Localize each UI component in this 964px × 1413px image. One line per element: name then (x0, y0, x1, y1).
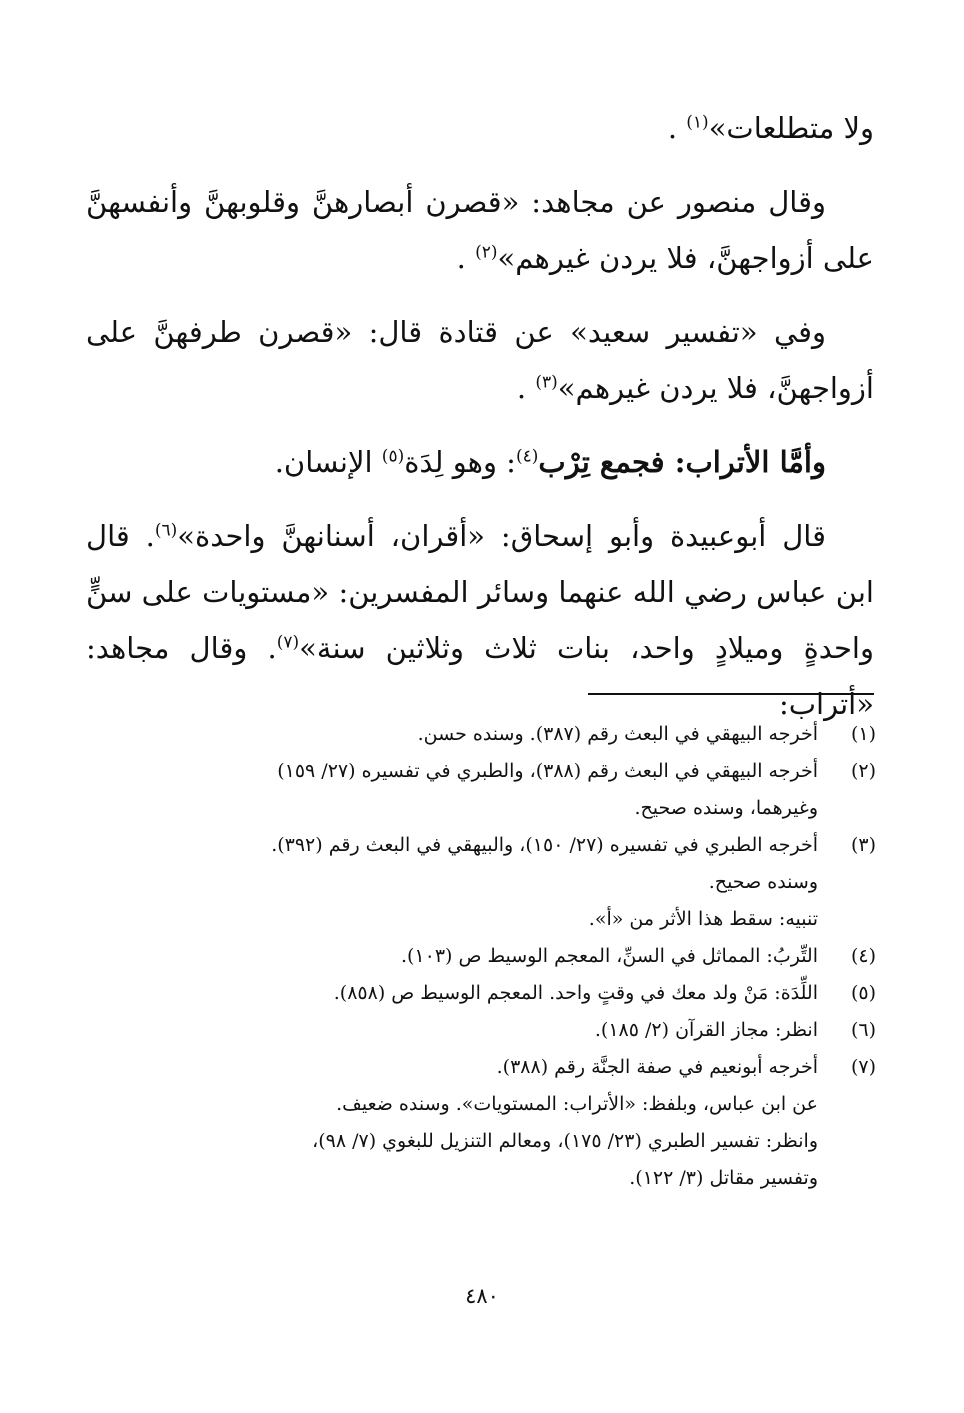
footnote-line: أخرجه البيهقي في البعث رقم (٣٨٨)، والطبري في تفسيره (٢٧/ ١٥٩) (277, 760, 818, 782)
footnote-1 (86, 716, 876, 753)
paragraph-5-text-a: قال أبوعبيدة وأبو إسحاق: «أقران، أسنانهنَّ واحدة» (177, 519, 826, 553)
footnote-line: وانظر: تفسير الطبري (٢٣/ ١٧٥)، ومعالم التنزيل للبغوي (٧/ ٩٨)، (312, 1130, 818, 1152)
footnote-ref-3[interactable]: (٣) (535, 372, 558, 393)
paragraph-3 (86, 304, 874, 416)
footnote-ref-5[interactable]: (٥) (381, 446, 405, 467)
paragraph-2-end: . (456, 241, 466, 275)
footnote-number: (٣) (850, 834, 876, 856)
footnote-ref-2[interactable]: (٢) (475, 242, 498, 263)
page-number: ٤٨٠ (465, 1284, 499, 1308)
paragraph-5-text-c: . وقال مجاهد: «أتراب: (86, 631, 874, 721)
footnotes (86, 716, 876, 1197)
footnote-number: (٤) (850, 945, 876, 967)
footnote-line: أخرجه أبونعيم في صفة الجنَّة رقم (٣٨٨). (496, 1056, 818, 1078)
footnote-line: وسنده صحيح. (708, 871, 818, 893)
footnote-2 (86, 753, 876, 827)
footnote-number: (٢) (850, 760, 876, 782)
footnote-number: (٥) (850, 982, 876, 1004)
footnote-3 (86, 827, 876, 938)
paragraph-3-end: . (516, 371, 527, 405)
footnote-line: أخرجه البيهقي في البعث رقم (٣٨٧). وسنده حسن. (417, 723, 818, 745)
footnote-ref-7[interactable]: (٧) (276, 632, 300, 653)
footnote-ref-6[interactable]: (٦) (154, 520, 178, 541)
paragraph-2 (86, 174, 874, 286)
paragraph-5 (86, 508, 874, 732)
paragraph-4-end: الإنسان. (274, 445, 382, 479)
footnote-line: وغيرهما، وسنده صحيح. (634, 797, 818, 819)
paragraph-4 (86, 434, 874, 490)
footnote-separator (588, 693, 874, 695)
paragraph-1 (86, 100, 874, 156)
footnote-5 (86, 975, 876, 1012)
main-text (86, 100, 874, 750)
footnote-line: أخرجه الطبري في تفسيره (٢٧/ ١٥٠)، والبيهقي في البعث رقم (٣٩٢). (271, 834, 818, 856)
footnote-line: التِّربُ: المماثل في السنِّ، المعجم الوسيط ص (١٠٣). (400, 945, 818, 967)
footnote-line: تنبيه: سقط هذا الأثر من «أ». (588, 908, 818, 930)
paragraph-1-text: ولا متطلعات» (708, 111, 874, 145)
footnote-6 (86, 1012, 876, 1049)
footnote-7 (86, 1049, 876, 1197)
footnote-line: عن ابن عباس، وبلفظ: «الأتراب: المستويات». وسنده ضعيف. (336, 1093, 818, 1115)
footnote-number: (٦) (850, 1019, 876, 1041)
footnote-line: اللِّدَة: مَنْ ولد معك في وقتٍ واحد. المعجم الوسيط ص (٨٥٨). (333, 982, 818, 1004)
paragraph-2-text: وقال منصور عن مجاهد: «قصرن أبصارهنَّ وقلوبهنَّ وأنفسهنَّ على أزواجهنَّ، فلا يردن غيرهم» (86, 185, 874, 275)
paragraph-4-mid: : وهو لِدَة (404, 445, 516, 479)
footnote-4 (86, 938, 876, 975)
paragraph-1-end: . (667, 111, 678, 145)
footnote-ref-1[interactable]: (١) (686, 112, 709, 133)
footnote-number: (٧) (850, 1056, 876, 1078)
footnote-line: انظر: مجاز القرآن (٢/ ١٨٥). (594, 1019, 818, 1041)
footnote-ref-4[interactable]: (٤) (515, 446, 539, 467)
paragraph-5-text-b: . قال ابن عباس رضي الله عنهما وسائر المفسرين: «مستويات على سنٍّ واحدةٍ وميلادٍ واحد، بنات ثلاث وثلاثين سنة» (86, 519, 874, 665)
footnote-line: وتفسير مقاتل (٣/ ١٢٢). (629, 1167, 818, 1189)
heading-atrab: وأمَّا الأتراب: فجمع تِرْب (538, 445, 826, 479)
footnote-number: (١) (850, 723, 876, 745)
paragraph-3-text: وفي «تفسير سعيد» عن قتادة قال: «قصرن طرفهنَّ على أزواجهنَّ، فلا يردن غيرهم» (86, 315, 874, 405)
